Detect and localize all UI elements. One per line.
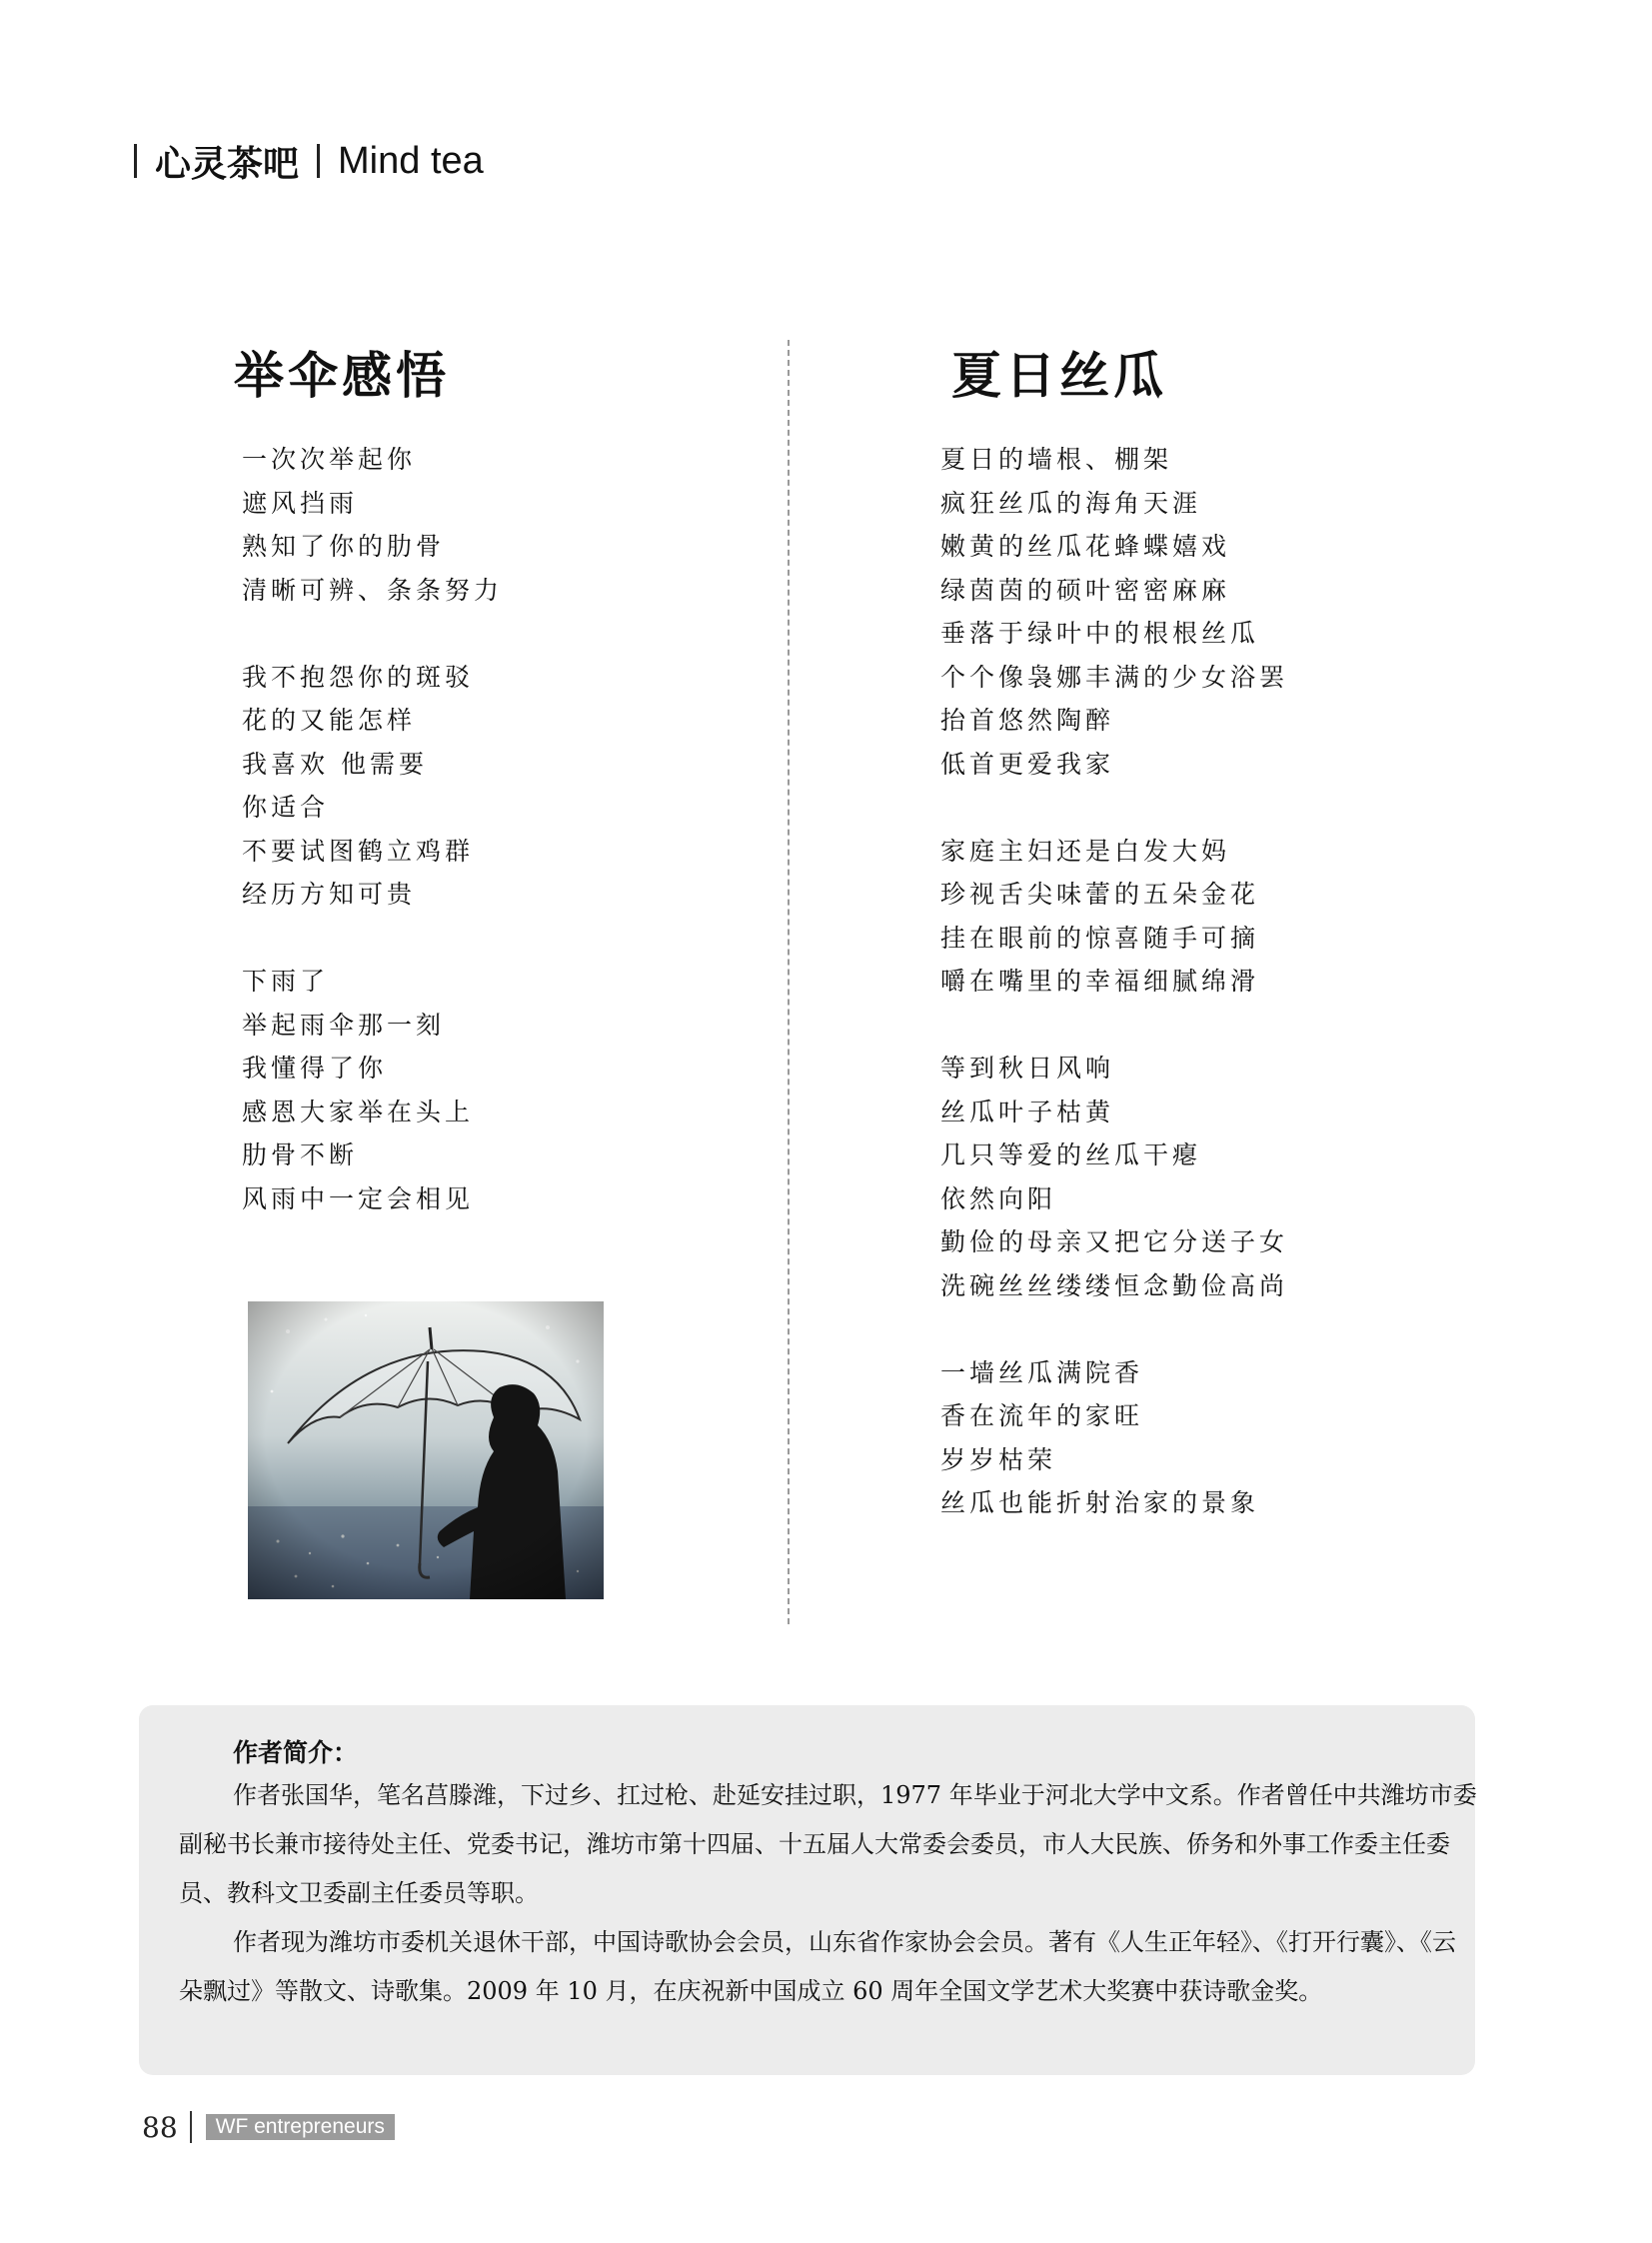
poem-line: 夏日的墙根、棚架 <box>940 445 1173 474</box>
poem-line: 抬首悠然陶醉 <box>940 706 1115 735</box>
poem-loofah <box>940 438 1288 1568</box>
poem-line: 勤俭的母亲又把它分送子女 <box>940 1227 1289 1256</box>
umbrella-silhouette-image <box>248 1301 604 1599</box>
poem-line: 下雨了 <box>242 967 330 996</box>
poem-line: 不要试图鹤立鸡群 <box>242 836 475 866</box>
poem-stanza <box>940 1351 1288 1525</box>
poem-line: 遮风挡雨 <box>242 488 359 518</box>
poem-line: 依然向阳 <box>940 1183 1057 1213</box>
bio-paragraph: 作者现为潍坊市委机关退休干部，中国诗歌协会会员，山东省作家协会会员。著有《人生正年轻》、《打开行囊》、《云朵飘过》等散文、诗歌集。2009 年 10 月，在庆祝新中国成立 60 周年全国文学艺术大奖赛中获诗歌金奖。 <box>179 1928 1456 2005</box>
poem-line: 家庭主妇还是白发大妈 <box>940 836 1231 866</box>
footer-divider <box>190 2111 192 2143</box>
poem-line: 垂落于绿叶中的根根丝瓜 <box>940 619 1260 648</box>
bio-heading: 作者简介： <box>233 1738 359 1767</box>
poem-stanza <box>940 830 1288 1004</box>
poem-line: 几只等爱的丝瓜干瘪 <box>940 1140 1202 1169</box>
poem-line: 挂在眼前的惊喜随手可摘 <box>940 923 1260 953</box>
poem-line: 珍视舌尖味蕾的五朵金花 <box>940 880 1260 909</box>
umbrella-photo <box>248 1301 604 1599</box>
poem-line: 丝瓜叶子枯黄 <box>940 1097 1115 1126</box>
poem-line: 我喜欢 他需要 <box>242 749 428 779</box>
poem-line: 等到秋日风响 <box>940 1054 1115 1083</box>
poem-line: 疯狂丝瓜的海角天涯 <box>940 488 1202 518</box>
poem-line: 一次次举起你 <box>242 445 417 474</box>
header-bar-left <box>134 144 137 178</box>
poem-line: 感恩大家举在头上 <box>242 1097 475 1126</box>
poem-line: 嚼在嘴里的幸福细腻绵滑 <box>940 967 1260 996</box>
bio-paragraph: 作者张国华，笔名莒滕潍，下过乡、扛过枪、赴延安挂过职，1977 年毕业于河北大学中文系。作者曾任中共潍坊市委副秘书长兼市接待处主任、党委书记，潍坊市第十四届、十五届人大常委会委员，市人大民族、侨务和外事工作委主任委员、教科文卫委副主任委员等职。 <box>179 1781 1477 1907</box>
poem-title-loofah: 夏日丝瓜 <box>951 346 1167 405</box>
poem-line: 清晰可辨、条条努力 <box>242 575 504 605</box>
poem-line: 熟知了你的肋骨 <box>242 532 446 561</box>
poem-line: 风雨中一定会相见 <box>242 1183 475 1213</box>
poem-line: 低首更爱我家 <box>940 749 1115 779</box>
poem-stanza <box>940 438 1288 786</box>
poem-line: 你适合 <box>242 793 330 822</box>
poem-line: 举起雨伞那一刻 <box>242 1010 446 1040</box>
poem-line: 嫩黄的丝瓜花蜂蝶嬉戏 <box>940 532 1231 561</box>
poem-stanza <box>940 1047 1288 1307</box>
poem-line: 一墙丝瓜满院香 <box>940 1357 1144 1387</box>
bio-body <box>179 1771 1478 2016</box>
poem-line: 我懂得了你 <box>242 1054 388 1083</box>
poem-line: 丝瓜也能折射治家的景象 <box>940 1488 1260 1517</box>
poem-umbrella <box>242 438 503 1264</box>
poem-line: 洗碗丝丝缕缕恒念勤俭高尚 <box>940 1270 1289 1300</box>
poem-line: 岁岁枯荣 <box>940 1444 1057 1474</box>
header-bar-middle <box>317 144 320 178</box>
poem-line: 香在流年的家旺 <box>940 1401 1144 1430</box>
section-header <box>134 136 484 186</box>
page-number: 88 <box>142 2110 178 2144</box>
author-bio-box <box>139 1705 1475 2075</box>
magazine-brand: WF entrepreneurs <box>206 2114 395 2140</box>
poem-title-umbrella: 举伞感悟 <box>234 346 450 405</box>
poem-line: 我不抱怨你的斑驳 <box>242 662 475 692</box>
poem-stanza <box>242 960 503 1220</box>
section-title-en: Mind tea <box>338 139 484 182</box>
page-footer <box>142 2107 395 2147</box>
poem-line: 个个像袅娜丰满的少女浴罢 <box>940 662 1289 692</box>
poem-line: 经历方知可贵 <box>242 880 417 909</box>
poem-line: 肋骨不断 <box>242 1140 359 1169</box>
column-divider <box>788 340 790 1624</box>
poem-line: 花的又能怎样 <box>242 706 417 735</box>
poem-stanza <box>242 656 503 917</box>
section-title-cn: 心灵茶吧 <box>155 143 300 185</box>
poem-line: 绿茵茵的硕叶密密麻麻 <box>940 575 1231 605</box>
poem-stanza <box>242 438 503 612</box>
